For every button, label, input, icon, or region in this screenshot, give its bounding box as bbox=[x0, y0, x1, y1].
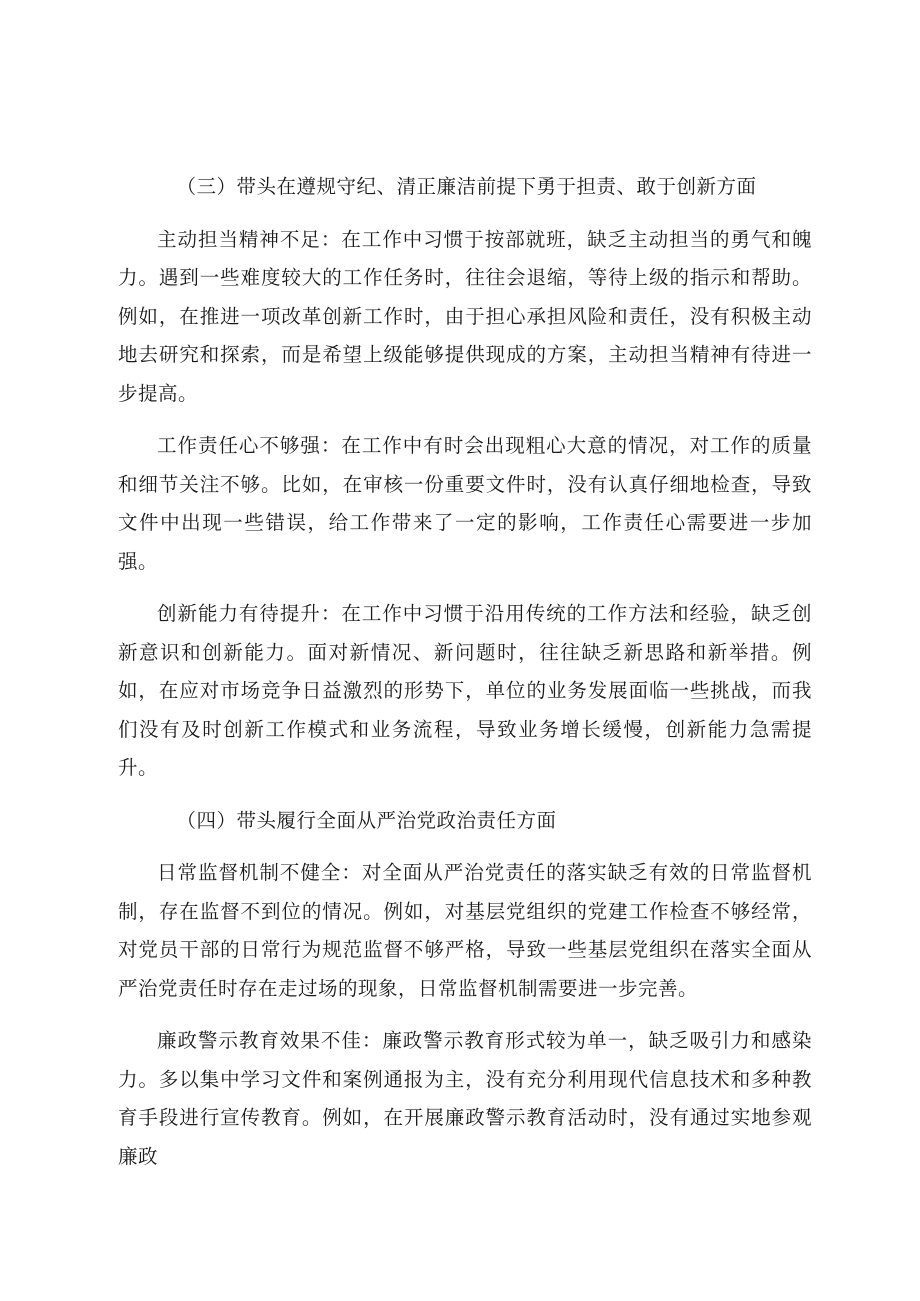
document-body bbox=[118, 168, 812, 1190]
paragraph-responsibility: 工作责任心不够强：在工作中有时会出现粗心大意的情况，对工作的质量和细节关注不够。比如，在审核一份重要文件时，没有认真仔细地检查，导致文件中出现一些错误，给工作带来了一定的影响，工作责任心需要进一步加强。 bbox=[118, 434, 812, 573]
section-heading-4: （四）带头履行全面从严治党政治责任方面 bbox=[176, 808, 557, 832]
paragraph-innovation: 创新能力有待提升：在工作中习惯于沿用传统的工作方法和经验，缺乏创新意识和创新能力。面对新情况、新问题时，往往缺乏新思路和新举措。例如，在应对市场竞争日益激烈的形势下，单位的业务发展面临一些挑战，而我们没有及时创新工作模式和业务流程，导致业务增长缓慢，创新能力急需提升。 bbox=[118, 602, 812, 779]
section-heading-3: （三）带头在遵规守纪、清正廉洁前提下勇于担责、敢于创新方面 bbox=[176, 175, 757, 198]
paragraph-initiative: 主动担当精神不足：在工作中习惯于按部就班，缺乏主动担当的勇气和魄力。遇到一些难度较大的工作任务时，往往会退缩，等待上级的指示和帮助。例如，在推进一项改革创新工作时，由于担心承担风险和责任，没有积极主动地去研究和探索，而是希望上级能够提供现成的方案，主动担当精神有待进一步提高。 bbox=[118, 227, 812, 405]
paragraph-warning-education: 廉政警示教育效果不佳：廉政警示教育形式较为单一，缺乏吸引力和感染力。多以集中学习文件和案例通报为主，没有充分利用现代信息技术和多种教育手段进行宣传教育。例如，在开展廉政警示教育活动时，没有通过实地参观廉政 bbox=[118, 1029, 812, 1168]
paragraph-supervision: 日常监督机制不健全：对全面从严治党责任的落实缺乏有效的日常监督机制，存在监督不到位的情况。例如，对基层党组织的党建工作检查不够经常，对党员干部的日常行为规范监督不够严格，导致一些基层党组织在落实全面从严治党责任时存在走过场的现象，日常监督机制需要进一步完善。 bbox=[118, 861, 812, 1000]
